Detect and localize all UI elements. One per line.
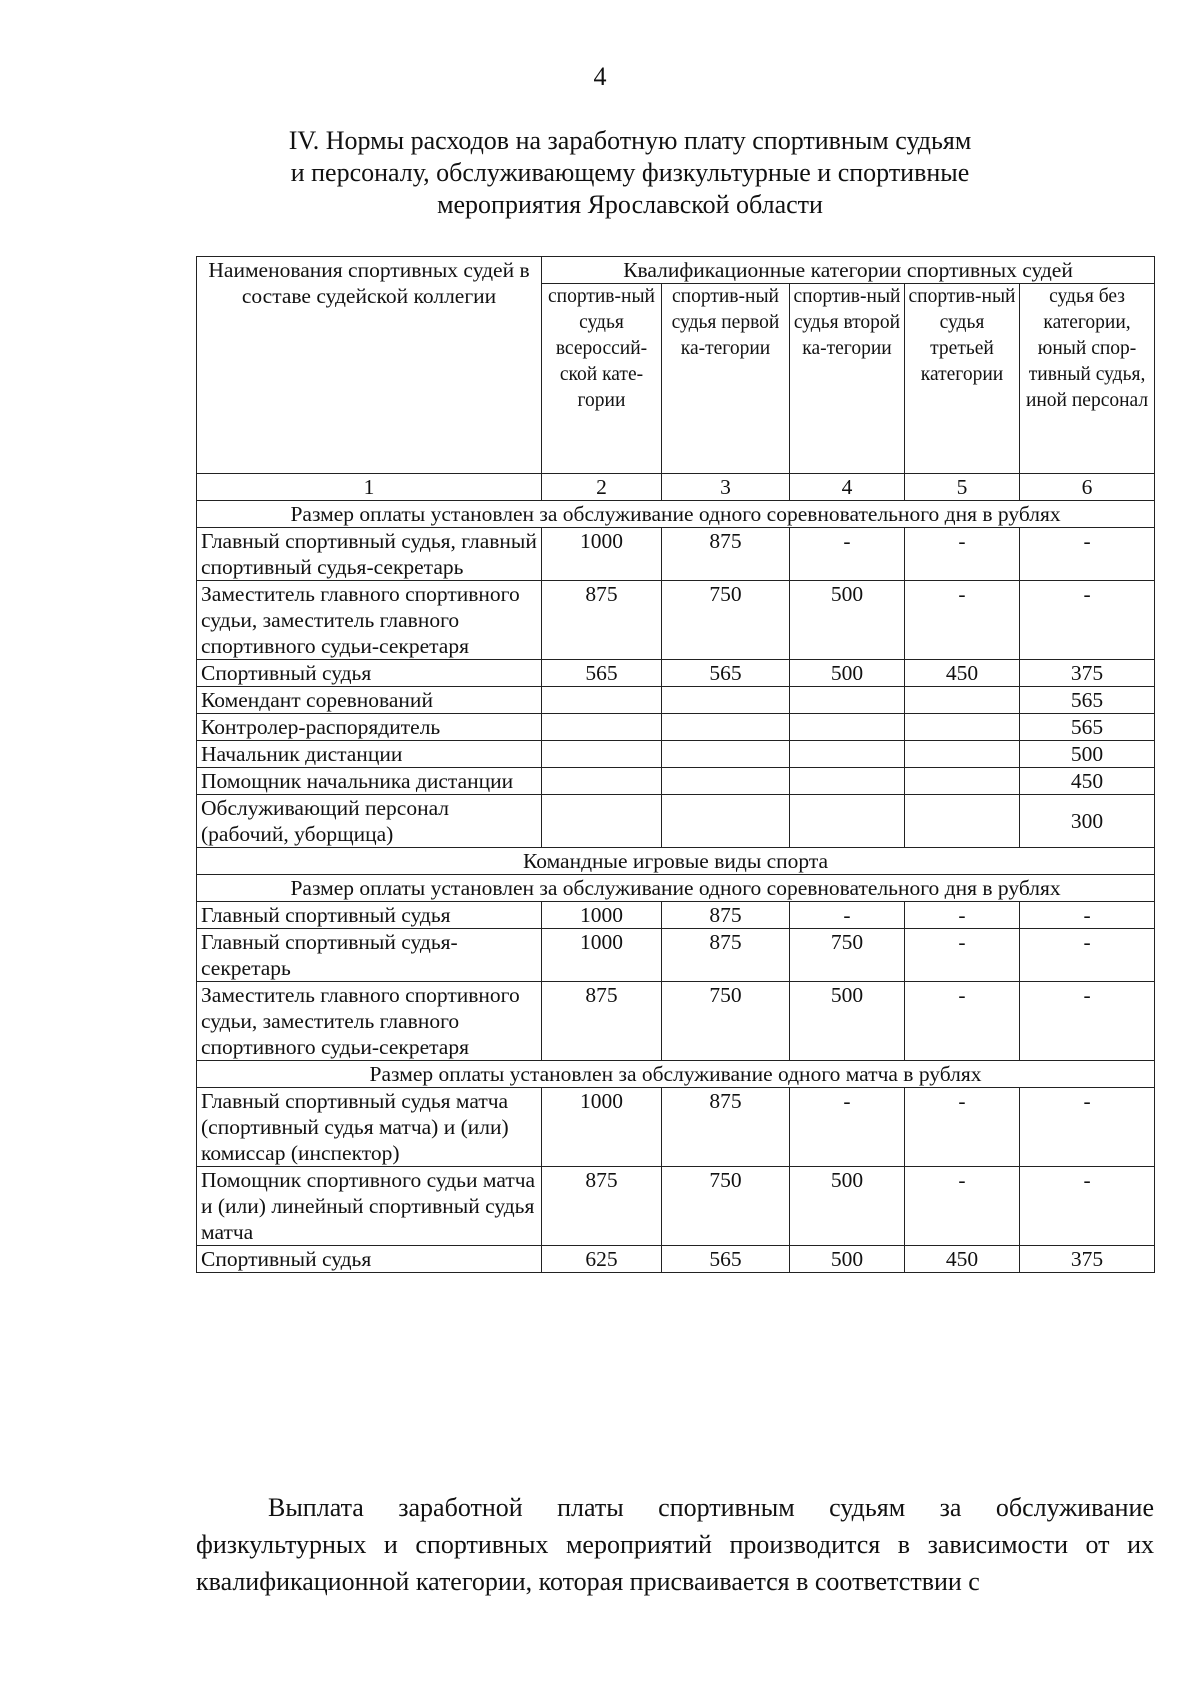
col-number: 2: [542, 474, 662, 501]
table-row: [197, 768, 1155, 795]
row-name: Главный спортивный судья матча (спортивный судья матча) и (или) комиссар (инспектор): [197, 1088, 542, 1167]
cell-value: -: [790, 1088, 905, 1167]
cell-value: [662, 768, 790, 795]
table-row: [197, 687, 1155, 714]
cell-value: 500: [790, 982, 905, 1061]
title-line-2: и персоналу, обслуживающему физкультурные и спортивные: [290, 158, 970, 187]
row-name: Главный спортивный судья, главный спортивный судья-секретарь: [197, 528, 542, 581]
col-number: 5: [905, 474, 1020, 501]
cell-value: [542, 768, 662, 795]
table-row: [197, 581, 1155, 660]
cell-value: 450: [905, 660, 1020, 687]
cell-value: 500: [790, 1246, 905, 1273]
row-name: Обслуживающий персонал (рабочий, уборщица): [197, 795, 542, 848]
cell-value: 625: [542, 1246, 662, 1273]
cell-value: -: [790, 902, 905, 929]
page-number: 4: [593, 62, 607, 91]
cell-value: -: [1020, 929, 1155, 982]
row-name: Помощник спортивного судьи матча и (или) линейный спортивный судья матча: [197, 1167, 542, 1246]
header-cat-all-russian: спортив-ный судья всероссий-ской кате-гории: [542, 284, 662, 474]
col-number: 1: [197, 474, 542, 501]
cell-value: -: [1020, 982, 1155, 1061]
cell-value: [905, 768, 1020, 795]
row-name: Заместитель главного спортивного судьи, заместитель главного спортивного судьи-секретаря: [197, 982, 542, 1061]
cell-value: 750: [662, 1167, 790, 1246]
cell-value: -: [905, 982, 1020, 1061]
header-cat-first: спортив-ный судья первой ка-тегории: [662, 284, 790, 474]
table-row: [197, 795, 1155, 848]
header-cat-none: судья без категории, юный спор-тивный судья, иной персонал: [1020, 284, 1155, 474]
cell-value: 500: [1020, 741, 1155, 768]
cell-value: 565: [662, 1246, 790, 1273]
table-row: [197, 1246, 1155, 1273]
cell-value: -: [1020, 581, 1155, 660]
title-line-3: мероприятия Ярославской области: [437, 190, 823, 219]
cell-value: [790, 687, 905, 714]
cell-value: 565: [1020, 687, 1155, 714]
cell-value: [905, 687, 1020, 714]
row-name: Заместитель главного спортивного судьи, заместитель главного спортивного судьи-секретаря: [197, 581, 542, 660]
cell-value: -: [905, 1167, 1020, 1246]
section-caption: Размер оплаты установлен за обслуживание одного матча в рублях: [197, 1061, 1155, 1088]
cell-value: [542, 795, 662, 848]
row-name: Главный спортивный судья: [197, 902, 542, 929]
cell-value: 875: [662, 528, 790, 581]
cell-value: 875: [662, 1088, 790, 1167]
row-name: Контролер-распорядитель: [197, 714, 542, 741]
cell-value: -: [1020, 1088, 1155, 1167]
cell-value: -: [905, 929, 1020, 982]
cell-value: [790, 768, 905, 795]
cell-value: -: [905, 902, 1020, 929]
row-name: Начальник дистанции: [197, 741, 542, 768]
cell-value: 750: [662, 581, 790, 660]
table-row: [197, 660, 1155, 687]
cell-value: 500: [790, 1167, 905, 1246]
cell-value: -: [1020, 1167, 1155, 1246]
cell-value: -: [1020, 528, 1155, 581]
header-names-col: Наименования спортивных судей в составе судейской коллегии: [197, 257, 542, 474]
cell-value: -: [1020, 902, 1155, 929]
table-row: [197, 741, 1155, 768]
table-row: [197, 902, 1155, 929]
cell-value: -: [790, 528, 905, 581]
cell-value: 875: [542, 581, 662, 660]
section-caption: Размер оплаты установлен за обслуживание одного соревновательного дня в рублях: [197, 875, 1155, 902]
cell-value: 565: [662, 660, 790, 687]
column-number-row: [197, 474, 1155, 501]
cell-value: 500: [790, 581, 905, 660]
cell-value: 875: [662, 902, 790, 929]
cell-value: 875: [542, 1167, 662, 1246]
cell-value: [662, 687, 790, 714]
cell-value: [542, 714, 662, 741]
cell-value: [542, 741, 662, 768]
cell-value: [905, 714, 1020, 741]
cell-value: 450: [905, 1246, 1020, 1273]
table-row: [197, 1167, 1155, 1246]
table-row: [197, 528, 1155, 581]
cell-value: [790, 714, 905, 741]
cell-value: 500: [790, 660, 905, 687]
cell-value: [790, 795, 905, 848]
header-cat-second: спортив-ный судья второй ка-тегории: [790, 284, 905, 474]
table-row: [197, 1088, 1155, 1167]
section-caption: Размер оплаты установлен за обслуживание одного соревновательного дня в рублях: [197, 501, 1155, 528]
title-line-1: IV. Нормы расходов на заработную плату спортивным судьям: [288, 126, 972, 155]
section-title: [200, 125, 1060, 221]
table-row: [197, 929, 1155, 982]
col-number: 4: [790, 474, 905, 501]
row-name: Спортивный судья: [197, 1246, 542, 1273]
cell-value: [662, 741, 790, 768]
header-cat-third: спортив-ный судья третьей категории: [905, 284, 1020, 474]
header-categories-group: Квалификационные категории спортивных судей: [542, 257, 1155, 284]
cell-value: [905, 741, 1020, 768]
cell-value: 1000: [542, 929, 662, 982]
cell-value: -: [905, 528, 1020, 581]
cell-value: 750: [790, 929, 905, 982]
table-row: [197, 714, 1155, 741]
cell-value: 1000: [542, 528, 662, 581]
row-name: Главный спортивный судья-секретарь: [197, 929, 542, 982]
col-number: 3: [662, 474, 790, 501]
cell-value: [905, 795, 1020, 848]
cell-value: -: [905, 581, 1020, 660]
cell-value: 1000: [542, 1088, 662, 1167]
cell-value: 565: [542, 660, 662, 687]
table-row: [197, 982, 1155, 1061]
col-number: 6: [1020, 474, 1155, 501]
salary-norms-table: [196, 256, 1155, 1273]
cell-value: 750: [662, 982, 790, 1061]
row-name: Помощник начальника дистанции: [197, 768, 542, 795]
cell-value: [790, 741, 905, 768]
cell-value: 1000: [542, 902, 662, 929]
row-name: Комендант соревнований: [197, 687, 542, 714]
cell-value: 875: [542, 982, 662, 1061]
cell-value: -: [905, 1088, 1020, 1167]
section-heading: Командные игровые виды спорта: [197, 848, 1155, 875]
row-name: Спортивный судья: [197, 660, 542, 687]
cell-value: 375: [1020, 1246, 1155, 1273]
cell-value: [542, 687, 662, 714]
cell-value: 450: [1020, 768, 1155, 795]
cell-value: 375: [1020, 660, 1155, 687]
cell-value: [662, 714, 790, 741]
cell-value: 565: [1020, 714, 1155, 741]
cell-value: 875: [662, 929, 790, 982]
cell-value: [662, 795, 790, 848]
body-paragraph: Выплата заработной платы спортивным судьям за обслуживание физкультурных и спортивных мероприятий производится в зависимости от их квалификационной категории, которая присваивается в соответствии с: [196, 1493, 1154, 1596]
cell-value: 300: [1020, 795, 1155, 848]
